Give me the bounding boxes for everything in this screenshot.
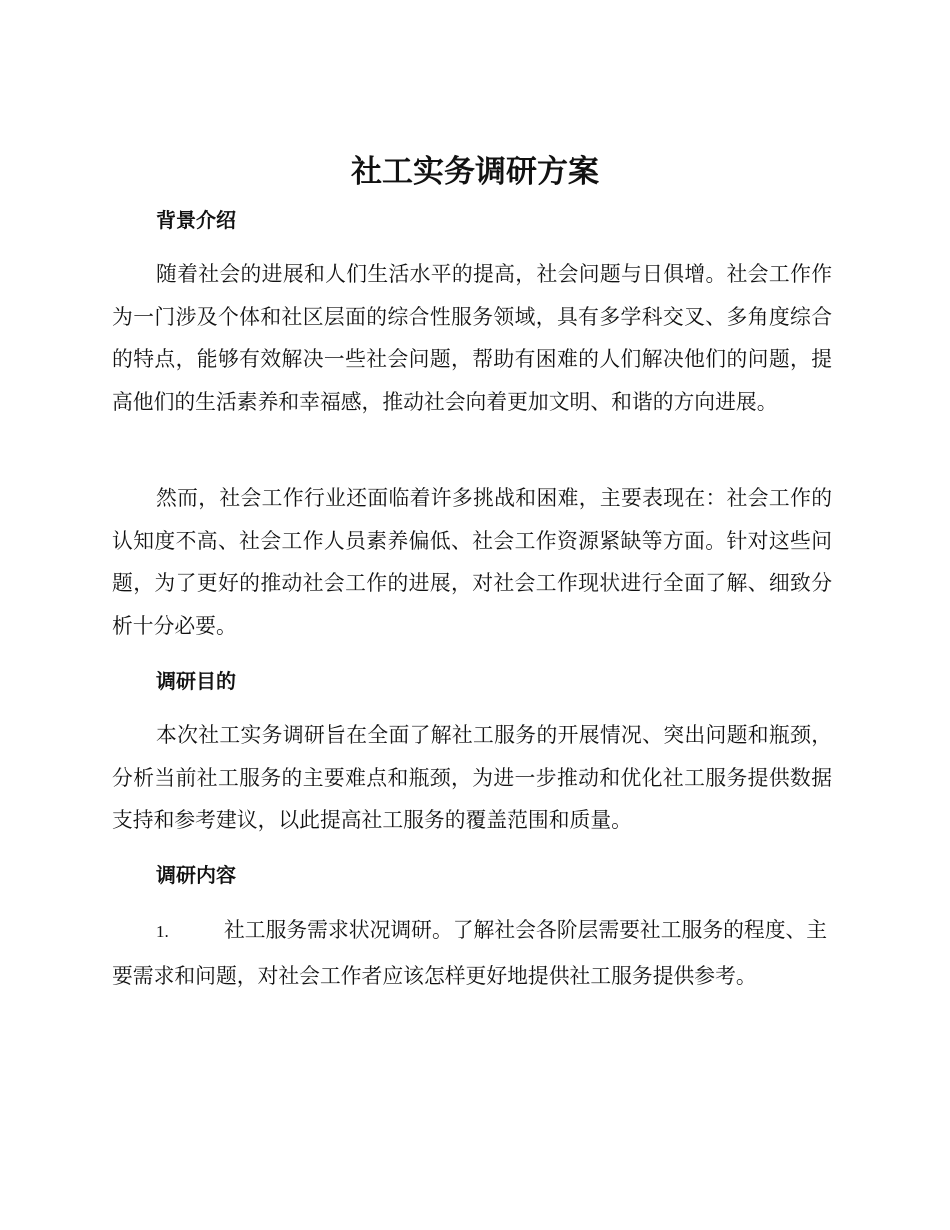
paragraph-background-2: 然而，社会工作行业还面临着许多挑战和困难，主要表现在：社会工作的认知度不高、社会工作人员素养偏低、社会工作资源紧缺等方面。针对这些问题，为了更好的推动社会工作的进展，对社会工作现状进行全面了解、细致分析十分必要。 xyxy=(112,486,832,638)
section-heading-purpose: 调研目的 xyxy=(156,669,236,693)
list-item-number: 1. xyxy=(156,922,169,941)
paragraph-background-1: 随着社会的进展和人们生活水平的提高，社会问题与日俱增。社会工作作为一门涉及个体和社区层面的综合性服务领域，具有多学科交叉、多角度综合的特点，能够有效解决一些社会问题，帮助有困难的人们解决他们的问题，提高他们的生活素养和幸福感，推动社会向着更加文明、和谐的方向进展。 xyxy=(112,262,832,414)
paragraph-purpose-1: 本次社工实务调研旨在全面了解社工服务的开展情况、突出问题和瓶颈，分析当前社工服务的主要难点和瓶颈，为进一步推动和优化社工服务提供数据支持和参考建议，以此提高社工服务的覆盖范围和质量。 xyxy=(112,723,832,832)
list-item xyxy=(112,908,832,999)
section-heading-background: 背景介绍 xyxy=(156,208,236,232)
document-title: 社工实务调研方案 xyxy=(351,154,599,190)
section-heading-content: 调研内容 xyxy=(156,863,236,887)
list-item-text: 社工服务需求状况调研。了解社会各阶层需要社工服务的程度、主要需求和问题，对社会工作者应该怎样更好地提供社工服务提供参考。 xyxy=(112,918,828,988)
